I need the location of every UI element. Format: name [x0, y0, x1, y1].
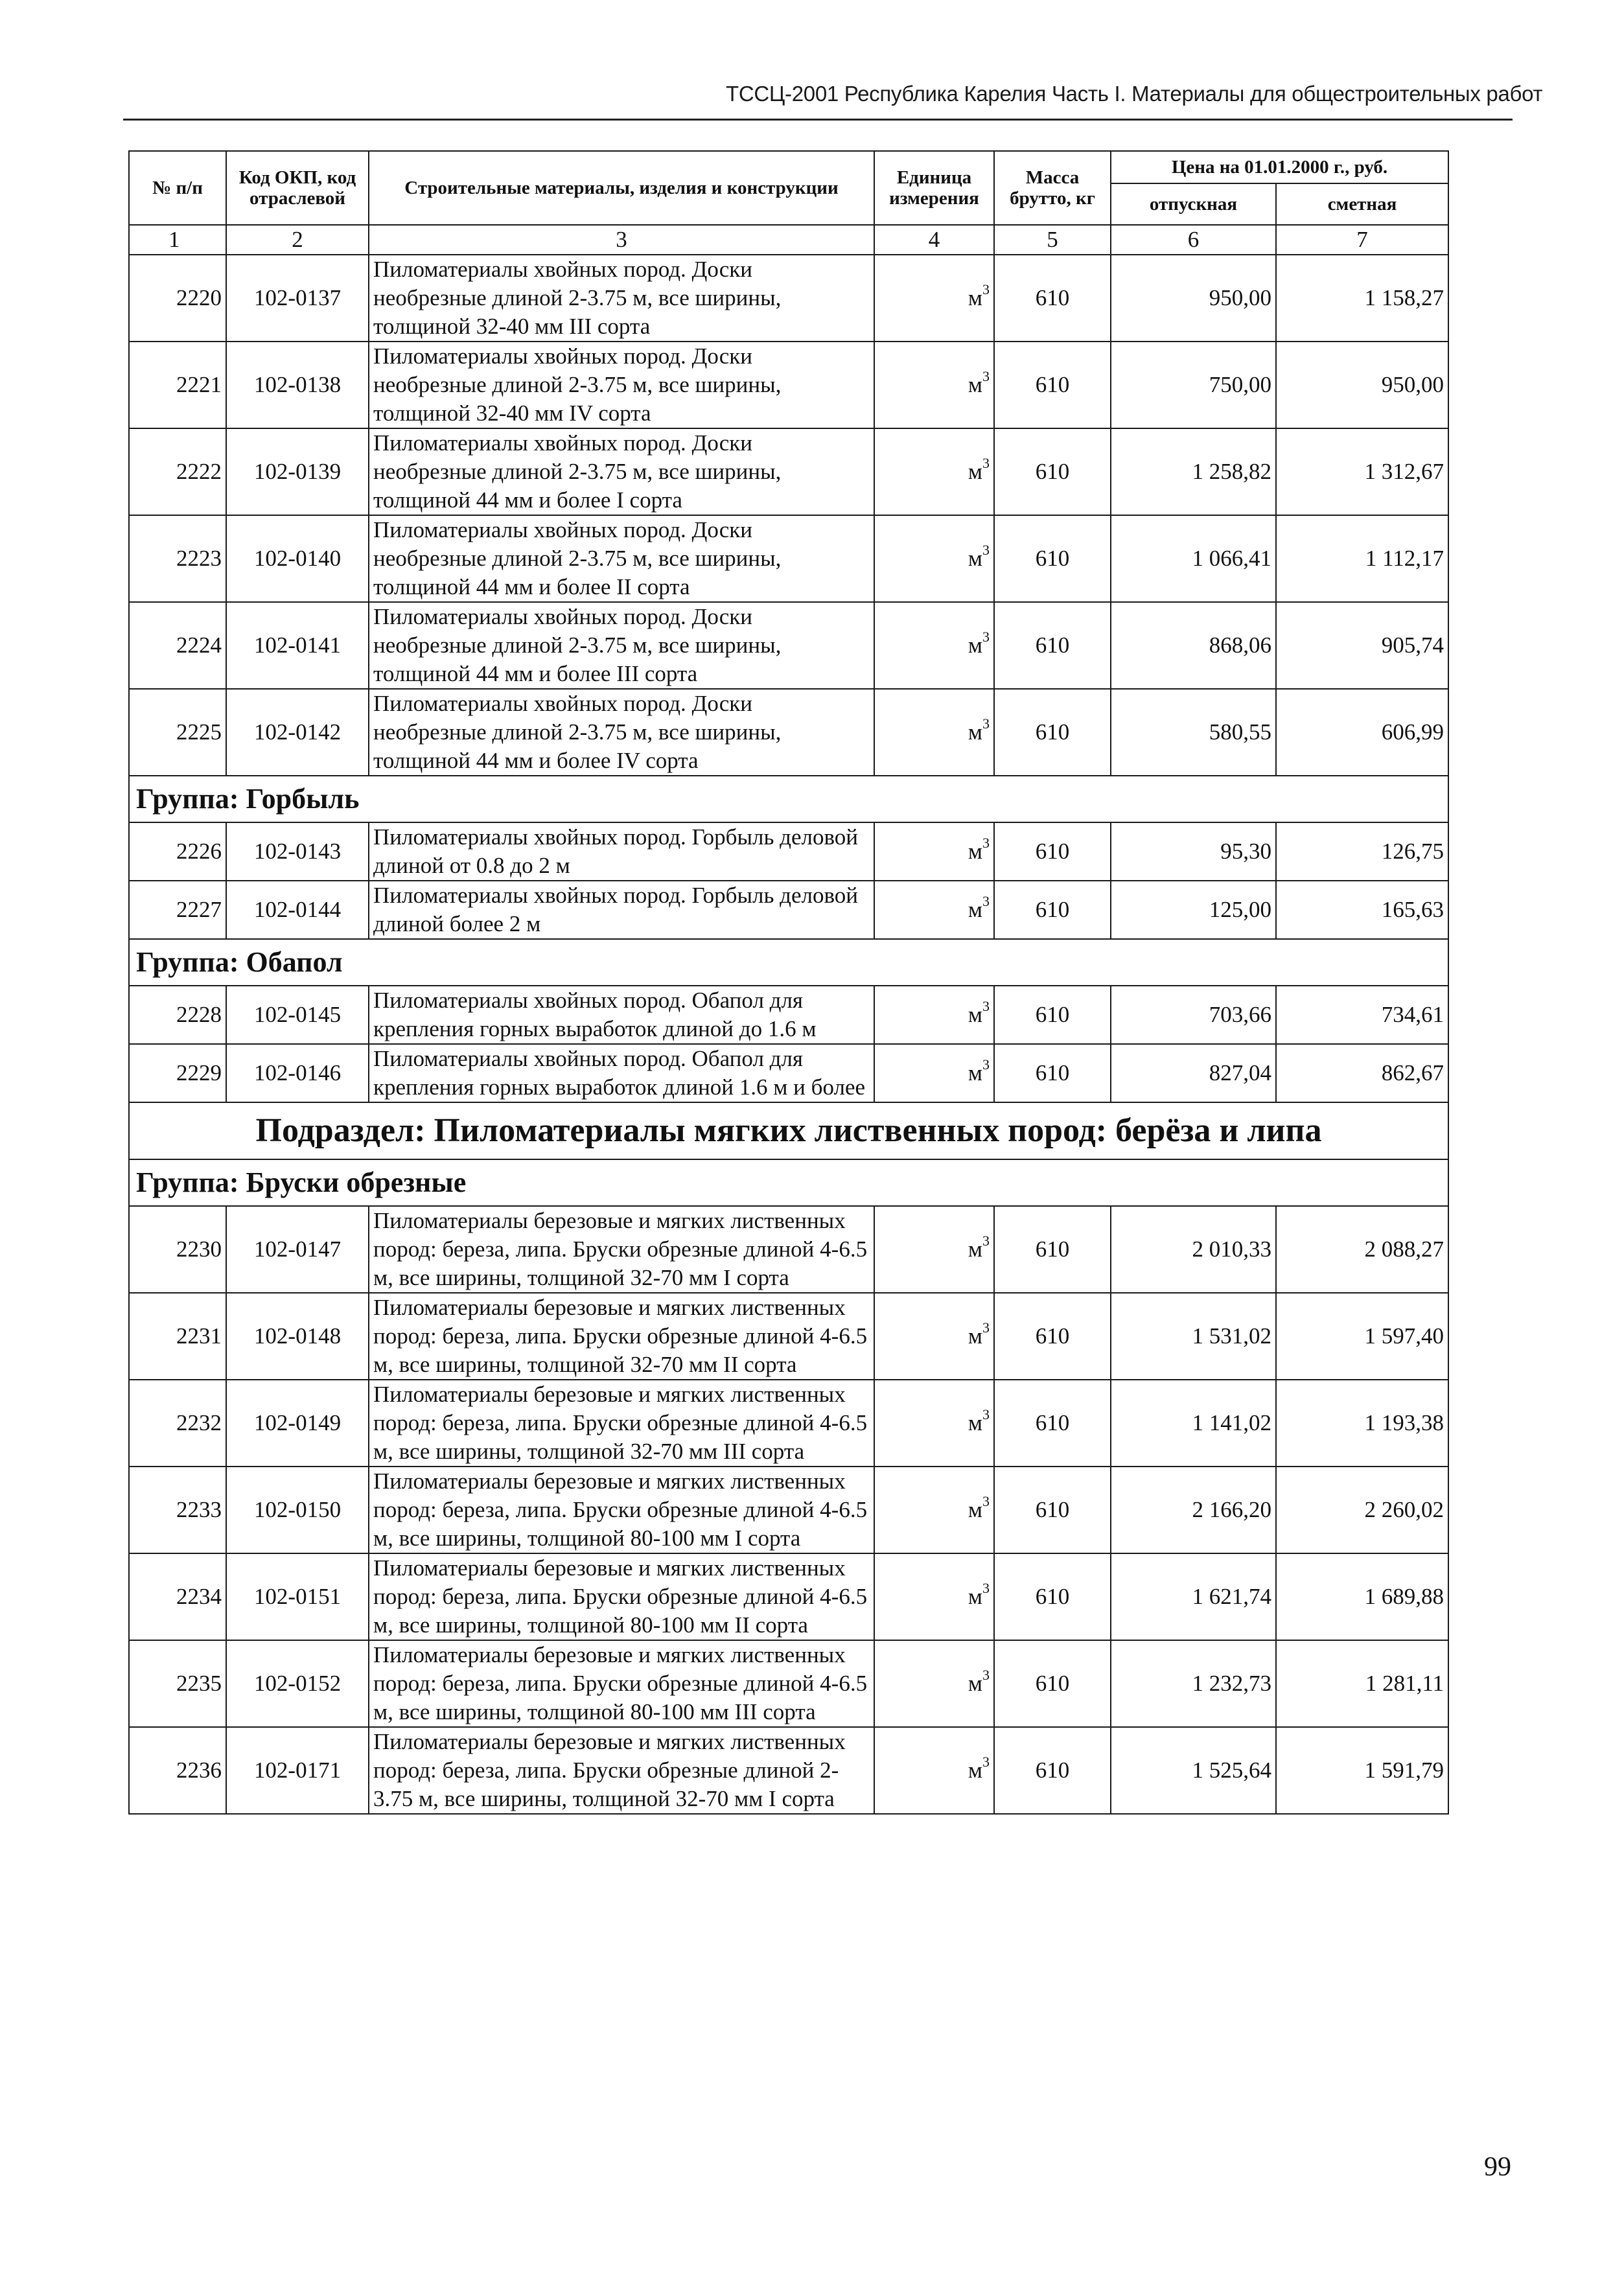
- gross-mass: 610: [994, 881, 1111, 939]
- header-rule: [123, 119, 1513, 121]
- rows-obapol: [129, 986, 1448, 1102]
- unit-exponent: 3: [982, 715, 990, 732]
- header-row: [129, 151, 1448, 183]
- row-number: 2220: [129, 255, 226, 342]
- estimate-price: 950,00: [1276, 342, 1448, 428]
- material-name: Пиломатериалы березовые и мягких лиственных пород: береза, липа. Бруски обрезные длиной 2-3.75 м, все ширины, толщиной 32-70 мм I сорта: [369, 1727, 874, 1814]
- subsection-title: Подраздел: Пиломатериалы мягких лиственных пород: берёза и липа: [129, 1102, 1448, 1159]
- material-name: Пиломатериалы хвойных пород. Доски необрезные длиной 2-3.75 м, все ширины, толщиной 32-40 мм IV сорта: [369, 342, 874, 428]
- estimate-price: 1 689,88: [1276, 1553, 1448, 1640]
- gross-mass: 610: [994, 342, 1111, 428]
- estimate-price: 126,75: [1276, 822, 1448, 881]
- material-name: Пиломатериалы березовые и мягких лиственных пород: береза, липа. Бруски обрезные длиной 4-6.5 м, все ширины, толщиной 80-100 мм I сорта: [369, 1467, 874, 1553]
- release-price: 125,00: [1111, 881, 1276, 939]
- release-price: 950,00: [1111, 255, 1276, 342]
- table-row: [129, 1380, 1448, 1467]
- unit-cell: [874, 515, 994, 602]
- okp-code: 102-0138: [226, 342, 369, 428]
- column-number: 3: [369, 225, 874, 255]
- col-header-release-price: отпускная: [1111, 183, 1276, 225]
- unit-exponent: 3: [982, 835, 990, 852]
- okp-code: 102-0152: [226, 1640, 369, 1727]
- unit-cell: [874, 1727, 994, 1814]
- okp-code: 102-0146: [226, 1044, 369, 1102]
- column-number: 2: [226, 225, 369, 255]
- unit-cell: [874, 1206, 994, 1293]
- gross-mass: 610: [994, 1044, 1111, 1102]
- release-price: 750,00: [1111, 342, 1276, 428]
- release-price: 1 141,02: [1111, 1380, 1276, 1467]
- gross-mass: 610: [994, 255, 1111, 342]
- group-obapol: [129, 939, 1448, 986]
- material-name: Пиломатериалы хвойных пород. Горбыль деловой длиной от 0.8 до 2 м: [369, 822, 874, 881]
- row-number: 2231: [129, 1293, 226, 1380]
- estimate-price: 2 088,27: [1276, 1206, 1448, 1293]
- unit-symbol: м: [968, 839, 982, 864]
- gross-mass: 610: [994, 1553, 1111, 1640]
- unit-symbol: м: [968, 1060, 982, 1085]
- unit-exponent: 3: [982, 629, 990, 645]
- estimate-price: 606,99: [1276, 689, 1448, 776]
- column-number: 6: [1111, 225, 1276, 255]
- unit-cell: [874, 1293, 994, 1380]
- unit-exponent: 3: [982, 281, 990, 298]
- gross-mass: 610: [994, 1206, 1111, 1293]
- unit-symbol: м: [968, 285, 982, 310]
- row-number: 2226: [129, 822, 226, 881]
- gross-mass: 610: [994, 1640, 1111, 1727]
- group-gorbyl: [129, 776, 1448, 822]
- material-name: Пиломатериалы хвойных пород. Доски необрезные длиной 2-3.75 м, все ширины, толщиной 44 мм и более IV сорта: [369, 689, 874, 776]
- estimate-price: 2 260,02: [1276, 1467, 1448, 1553]
- column-number: 5: [994, 225, 1111, 255]
- material-name: Пиломатериалы хвойных пород. Обапол для крепления горных выработок длиной до 1.6 м: [369, 986, 874, 1044]
- gross-mass: 610: [994, 602, 1111, 689]
- okp-code: 102-0145: [226, 986, 369, 1044]
- release-price: 1 066,41: [1111, 515, 1276, 602]
- table-row: [129, 689, 1448, 776]
- col-header-name: Строительные материалы, изделия и конструкции: [369, 151, 874, 225]
- unit-cell: [874, 342, 994, 428]
- unit-cell: [874, 881, 994, 939]
- unit-cell: [874, 255, 994, 342]
- row-number: 2221: [129, 342, 226, 428]
- unit-symbol: м: [968, 372, 982, 397]
- unit-exponent: 3: [982, 542, 990, 559]
- running-header: ТССЦ-2001 Республика Карелия Часть I. Материалы для общестроительных работ: [726, 82, 1543, 106]
- row-number: 2228: [129, 986, 226, 1044]
- table-row: [129, 255, 1448, 342]
- rows-bruski: [129, 1206, 1448, 1814]
- table-row: [129, 428, 1448, 515]
- material-name: Пиломатериалы березовые и мягких лиственных пород: береза, липа. Бруски обрезные длиной 4-6.5 м, все ширины, толщиной 32-70 мм III сорта: [369, 1380, 874, 1467]
- release-price: 95,30: [1111, 822, 1276, 881]
- column-number: 4: [874, 225, 994, 255]
- unit-exponent: 3: [982, 1493, 990, 1510]
- table-row: [129, 1553, 1448, 1640]
- release-price: 1 621,74: [1111, 1553, 1276, 1640]
- group-row: [129, 939, 1448, 986]
- unit-symbol: м: [968, 719, 982, 745]
- release-price: 2 010,33: [1111, 1206, 1276, 1293]
- material-name: Пиломатериалы березовые и мягких лиственных пород: береза, липа. Бруски обрезные длиной 4-6.5 м, все ширины, толщиной 32-70 мм II сорта: [369, 1293, 874, 1380]
- material-name: Пиломатериалы хвойных пород. Обапол для крепления горных выработок длиной 1.6 м и более: [369, 1044, 874, 1102]
- unit-symbol: м: [968, 1497, 982, 1522]
- table-row: [129, 1640, 1448, 1727]
- okp-code: 102-0139: [226, 428, 369, 515]
- col-header-price-group: Цена на 01.01.2000 г., руб.: [1111, 151, 1448, 183]
- unit-cell: [874, 602, 994, 689]
- material-name: Пиломатериалы хвойных пород. Доски необрезные длиной 2-3.75 м, все ширины, толщиной 44 мм и более I сорта: [369, 428, 874, 515]
- estimate-price: 905,74: [1276, 602, 1448, 689]
- okp-code: 102-0142: [226, 689, 369, 776]
- material-name: Пиломатериалы хвойных пород. Горбыль деловой длиной более 2 м: [369, 881, 874, 939]
- row-number: 2235: [129, 1640, 226, 1727]
- okp-code: 102-0144: [226, 881, 369, 939]
- estimate-price: 1 112,17: [1276, 515, 1448, 602]
- estimate-price: 1 193,38: [1276, 1380, 1448, 1467]
- row-number: 2222: [129, 428, 226, 515]
- table-row: [129, 1293, 1448, 1380]
- okp-code: 102-0148: [226, 1293, 369, 1380]
- estimate-price: 1 158,27: [1276, 255, 1448, 342]
- gross-mass: 610: [994, 1727, 1111, 1814]
- table-row: [129, 1467, 1448, 1553]
- unit-exponent: 3: [982, 1580, 990, 1597]
- unit-symbol: м: [968, 632, 982, 658]
- table-row: [129, 602, 1448, 689]
- material-name: Пиломатериалы березовые и мягких лиственных пород: береза, липа. Бруски обрезные длиной 4-6.5 м, все ширины, толщиной 80-100 мм III сорта: [369, 1640, 874, 1727]
- page-number: 99: [1484, 2152, 1511, 2182]
- okp-code: 102-0137: [226, 255, 369, 342]
- release-price: 580,55: [1111, 689, 1276, 776]
- estimate-price: 1 281,11: [1276, 1640, 1448, 1727]
- table-row: [129, 515, 1448, 602]
- row-number: 2224: [129, 602, 226, 689]
- okp-code: 102-0143: [226, 822, 369, 881]
- row-number: 2229: [129, 1044, 226, 1102]
- col-header-code: Код ОКП, код отраслевой: [226, 151, 369, 225]
- rows-gorbyl: [129, 822, 1448, 939]
- unit-cell: [874, 1044, 994, 1102]
- estimate-price: 862,67: [1276, 1044, 1448, 1102]
- row-number: 2236: [129, 1727, 226, 1814]
- unit-cell: [874, 1467, 994, 1553]
- table-row: [129, 1206, 1448, 1293]
- gross-mass: 610: [994, 428, 1111, 515]
- group-title: Группа: Бруски обрезные: [129, 1159, 1448, 1206]
- price-table: [128, 150, 1449, 1815]
- group-row: [129, 776, 1448, 822]
- unit-exponent: 3: [982, 1667, 990, 1684]
- row-number: 2233: [129, 1467, 226, 1553]
- unit-symbol: м: [968, 1323, 982, 1349]
- subsection-row: [129, 1102, 1448, 1159]
- unit-exponent: 3: [982, 998, 990, 1015]
- okp-code: 102-0140: [226, 515, 369, 602]
- gross-mass: 610: [994, 986, 1111, 1044]
- unit-cell: [874, 1553, 994, 1640]
- column-number: 1: [129, 225, 226, 255]
- unit-exponent: 3: [982, 1056, 990, 1073]
- unit-exponent: 3: [982, 1319, 990, 1336]
- unit-cell: [874, 1380, 994, 1467]
- row-number: 2230: [129, 1206, 226, 1293]
- table-row: [129, 342, 1448, 428]
- unit-exponent: 3: [982, 368, 990, 385]
- row-number: 2225: [129, 689, 226, 776]
- row-number: 2234: [129, 1553, 226, 1640]
- estimate-price: 1 597,40: [1276, 1293, 1448, 1380]
- table-row: [129, 1727, 1448, 1814]
- unit-symbol: м: [968, 1758, 982, 1783]
- unit-cell: [874, 986, 994, 1044]
- material-name: Пиломатериалы хвойных пород. Доски необрезные длиной 2-3.75 м, все ширины, толщиной 32-40 мм III сорта: [369, 255, 874, 342]
- estimate-price: 1 591,79: [1276, 1727, 1448, 1814]
- okp-code: 102-0141: [226, 602, 369, 689]
- okp-code: 102-0171: [226, 1727, 369, 1814]
- unit-cell: [874, 822, 994, 881]
- unit-cell: [874, 428, 994, 515]
- table-row: [129, 986, 1448, 1044]
- unit-symbol: м: [968, 546, 982, 571]
- col-header-no: № п/п: [129, 151, 226, 225]
- unit-symbol: м: [968, 1671, 982, 1696]
- group-title: Группа: Обапол: [129, 939, 1448, 986]
- column-number-row: [129, 225, 1448, 255]
- table-row: [129, 1044, 1448, 1102]
- unit-symbol: м: [968, 897, 982, 922]
- group-title: Группа: Горбыль: [129, 776, 1448, 822]
- estimate-price: 734,61: [1276, 986, 1448, 1044]
- table-row: [129, 881, 1448, 939]
- release-price: 703,66: [1111, 986, 1276, 1044]
- material-name: Пиломатериалы березовые и мягких лиственных пород: береза, липа. Бруски обрезные длиной 4-6.5 м, все ширины, толщиной 32-70 мм I сорта: [369, 1206, 874, 1293]
- gross-mass: 610: [994, 515, 1111, 602]
- unit-exponent: 3: [982, 893, 990, 910]
- material-name: Пиломатериалы березовые и мягких лиственных пород: береза, липа. Бруски обрезные длиной 4-6.5 м, все ширины, толщиной 80-100 мм II сорта: [369, 1553, 874, 1640]
- unit-exponent: 3: [982, 1233, 990, 1249]
- unit-cell: [874, 1640, 994, 1727]
- row-number: 2223: [129, 515, 226, 602]
- row-number: 2232: [129, 1380, 226, 1467]
- gross-mass: 610: [994, 689, 1111, 776]
- col-header-mass: Масса брутто, кг: [994, 151, 1111, 225]
- unit-exponent: 3: [982, 1754, 990, 1770]
- release-price: 1 258,82: [1111, 428, 1276, 515]
- unit-exponent: 3: [982, 1406, 990, 1423]
- release-price: 827,04: [1111, 1044, 1276, 1102]
- okp-code: 102-0150: [226, 1467, 369, 1553]
- release-price: 1 232,73: [1111, 1640, 1276, 1727]
- unit-symbol: м: [968, 459, 982, 484]
- material-name: Пиломатериалы хвойных пород. Доски необрезные длиной 2-3.75 м, все ширины, толщиной 44 мм и более II сорта: [369, 515, 874, 602]
- unit-symbol: м: [968, 1584, 982, 1609]
- table-row: [129, 822, 1448, 881]
- estimate-price: 1 312,67: [1276, 428, 1448, 515]
- gross-mass: 610: [994, 1467, 1111, 1553]
- group-row: [129, 1159, 1448, 1206]
- okp-code: 102-0151: [226, 1553, 369, 1640]
- release-price: 2 166,20: [1111, 1467, 1276, 1553]
- release-price: 868,06: [1111, 602, 1276, 689]
- gross-mass: 610: [994, 822, 1111, 881]
- material-name: Пиломатериалы хвойных пород. Доски необрезные длиной 2-3.75 м, все ширины, толщиной 44 мм и более III сорта: [369, 602, 874, 689]
- unit-symbol: м: [968, 1236, 982, 1262]
- col-header-estimate-price: сметная: [1276, 183, 1448, 225]
- gross-mass: 610: [994, 1380, 1111, 1467]
- unit-exponent: 3: [982, 455, 990, 472]
- estimate-price: 165,63: [1276, 881, 1448, 939]
- okp-code: 102-0149: [226, 1380, 369, 1467]
- subsection-block: [129, 1102, 1448, 1206]
- unit-symbol: м: [968, 1002, 982, 1027]
- okp-code: 102-0147: [226, 1206, 369, 1293]
- rows-doski: [129, 255, 1448, 776]
- unit-symbol: м: [968, 1410, 982, 1435]
- column-number: 7: [1276, 225, 1448, 255]
- col-header-unit: Единица измерения: [874, 151, 994, 225]
- row-number: 2227: [129, 881, 226, 939]
- release-price: 1 525,64: [1111, 1727, 1276, 1814]
- unit-cell: [874, 689, 994, 776]
- gross-mass: 610: [994, 1293, 1111, 1380]
- release-price: 1 531,02: [1111, 1293, 1276, 1380]
